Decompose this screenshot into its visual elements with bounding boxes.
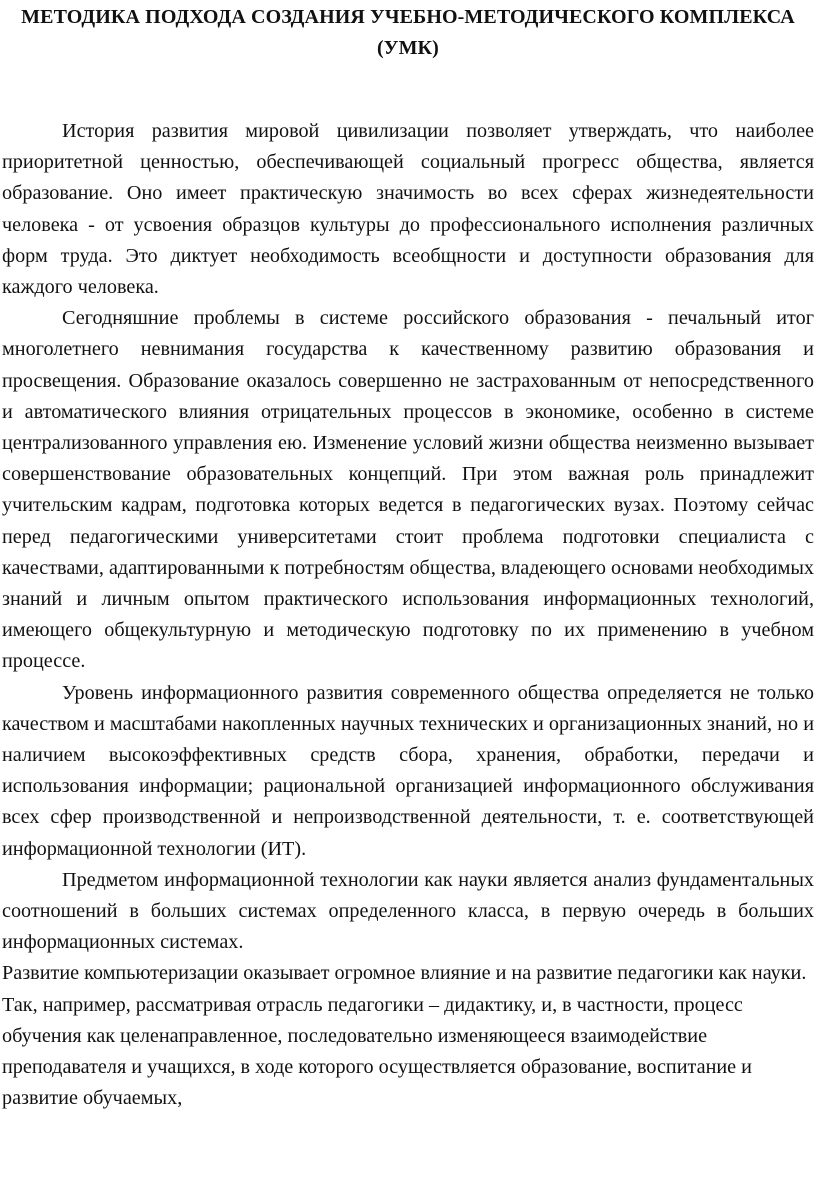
document-body (2, 116, 814, 1115)
paragraph-information-development: Уровень информационного развития современного общества определяется не только качеством и масштабами накопленных научных технических и организационных знаний, но и наличием высокоэффективных средств сбора, хранения, обработки, передачи и использования информации; рациональной организацией информационного обслуживания всех сфер производственной и непроизводственной деятельности, т. е. соответствующей информационной технологии (ИТ). (2, 681, 814, 860)
paragraph-civilization-history: История развития мировой цивилизации позволяет утверждать, что наиболее приоритетной ценностью, обеспечивающей социальный прогресс общества, является образование. Оно имеет практическую значимость во всех сферах жизнедеятельности человека - от усвоения образцов культуры до профессионального исполнения различных форм труда. Это диктует необходимость всеобщности и доступности образования для каждого человека. (2, 120, 814, 299)
paragraph-it-subject: Предметом информационной технологии как науки является анализ фундаментальных соотношений в больших системах определенного класса, в первую очередь в больших информационных системах. (2, 868, 814, 954)
document-title: МЕТОДИКА ПОДХОДА СОЗДАНИЯ УЧЕБНО-МЕТОДИЧЕСКОГО КОМПЛЕКСА (УМК) (21, 6, 795, 59)
paragraph-computerization: Развитие компьютеризации оказывает огромное влияние и на развитие педагогики как науки. Так, например, рассматривая отрасль педагогики – дидактику, и, в частности, процесс обучения как целенаправленное, последовательно изменяющееся взаимодействие преподавателя и учащихся, в ходе которого осуществляется образование, воспитание и развитие обучаемых, (2, 962, 807, 1110)
paragraph-education-problems: Сегодняшние проблемы в системе российского образования - печальный итог многолетнего невнимания государства к качественному развитию образования и просвещения. Образование оказалось совершенно не застрахованным от непосредственного и автоматического влияния отрицательных процессов в экономике, особенно в системе централизованного управления ею. Изменение условий жизни общества неизменно вызывает совершенствование образовательных концепций. При этом важная роль принадлежит учительским кадрам, подготовка которых ведется в педагогических вузах. Поэтому сейчас перед педагогическими университетами стоит проблема подготовки специалиста с качествами, адаптированными к потребностям общества, владеющего основами необходимых знаний и личным опытом практического использования информационных технологий, имеющего общекультурную и методическую подготовку по их применению в учебном процессе. (2, 307, 814, 673)
